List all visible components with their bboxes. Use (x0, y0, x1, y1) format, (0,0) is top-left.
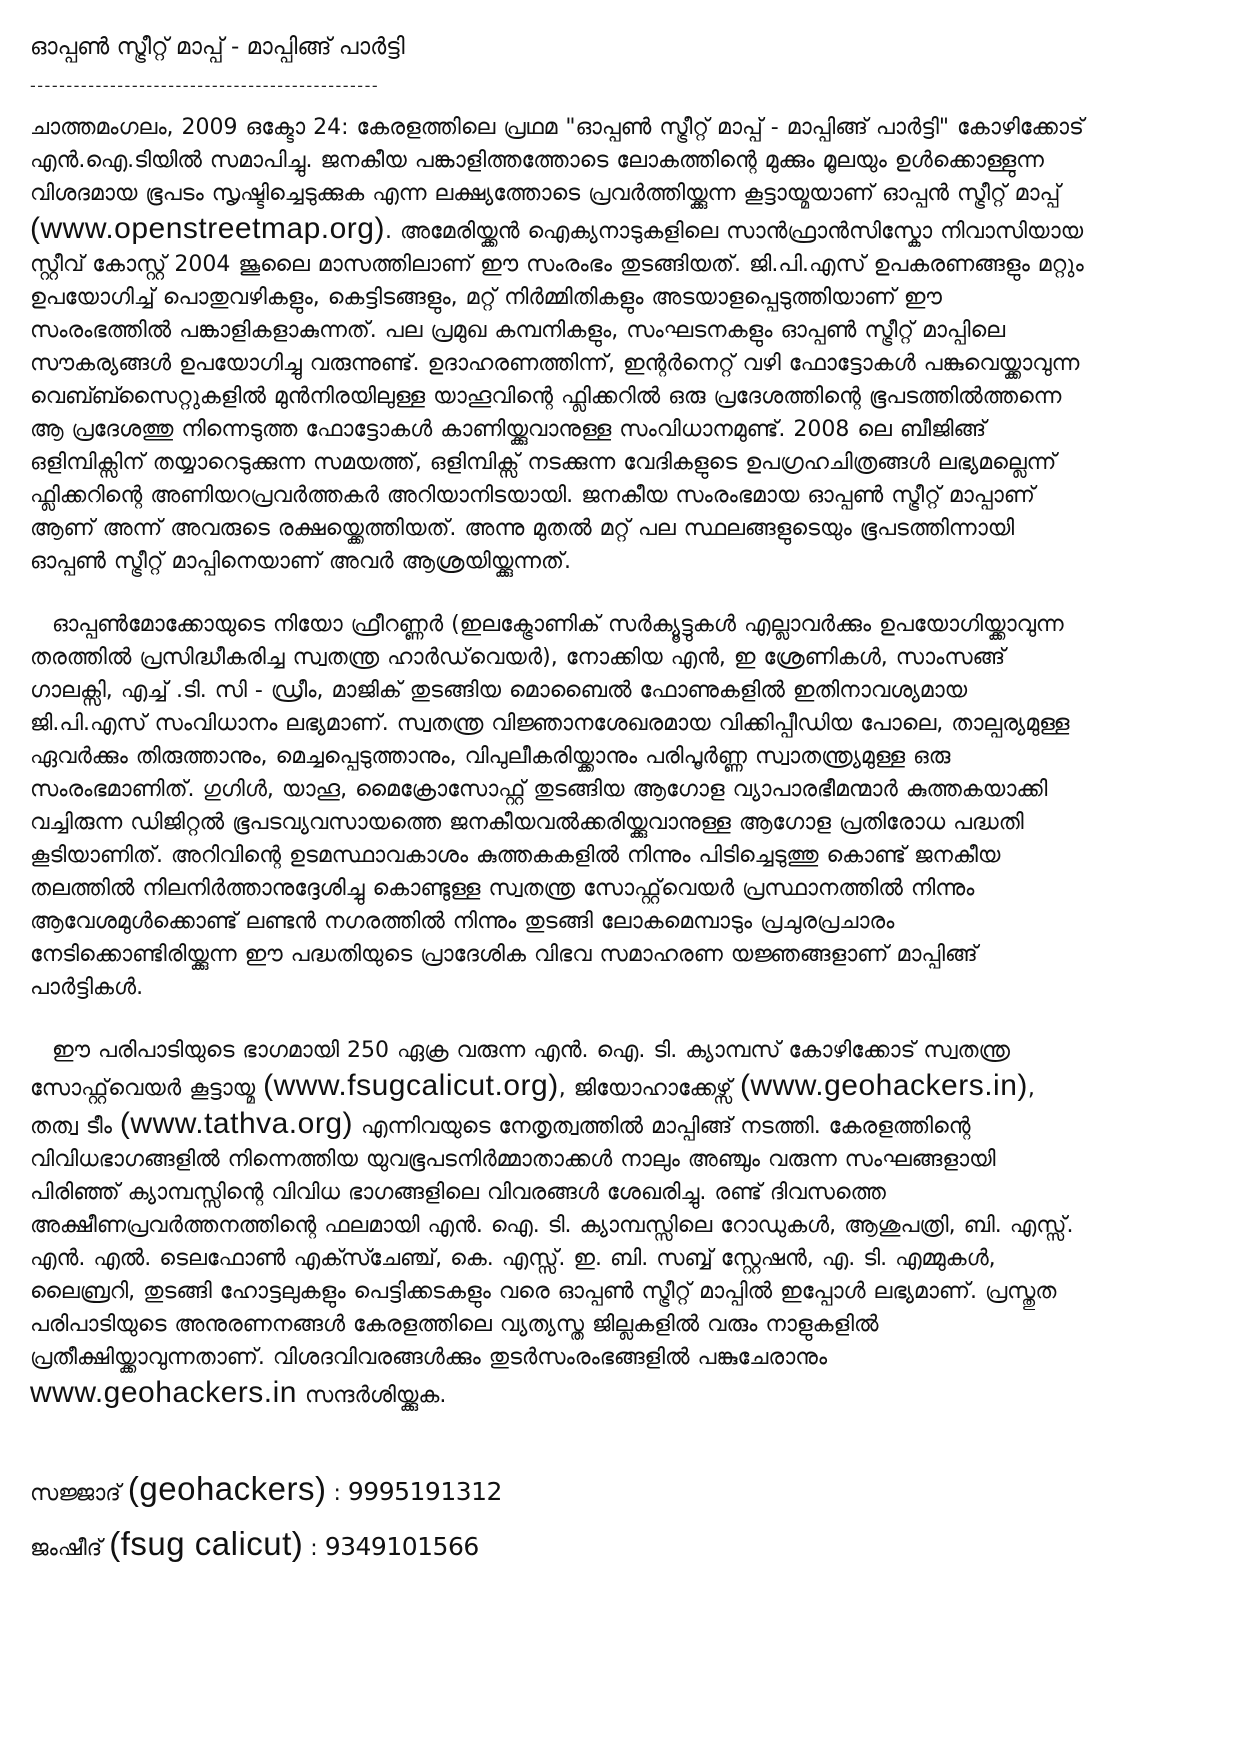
paragraph-technology-text: ഓപ്പൺമോക്കോയുടെ നിയോ ഫ്രീറണ്ണർ (ഇലക്ട്രോണിക് സർക്യൂട്ടുകൾ എല്ലാവർക്കും ഉപയോഗിയ്ക്കാവുന്ന തരത്തിൽ പ്രസിദ്ധീകരിച്ച സ്വതന്ത്ര ഹാർഡ്‌വെയർ), നോക്കിയ എൻ, ഇ ശ്രേണികൾ, സാംസങ്ങ് ഗാലക്സി, എച്ച് .ടി. സി - ഡ്രീം, മാജിക് തുടങ്ങിയ മൊബൈൽ ഫോണുകളിൽ ഇതിനാവശ്യമായ ജി.പി.എസ് സംവിധാനം ലഭ്യമാണ്. സ്വതന്ത്ര വിജ്ഞാനശേഖരമായ വിക്കിപ്പീഡിയ പോലെ, താല്പര്യമുള്ള ഏവർക്കും തിരുത്താനും, മെച്ചപ്പെടുത്താനും, വിപുലീകരിയ്ക്കാനും പരിപൂർണ്ണ സ്വാതന്ത്ര്യമുള്ള ഒരു സംരംഭമാണിത്. ഗുഗിൾ, യാഹൂ, മൈക്രോസോഫ്റ്റ് തുടങ്ങിയ ആഗോള വ്യാപാരഭീമന്മാർ കുത്തകയാക്കി വച്ചിരുന്ന ഡിജിറ്റൽ ഭൂപടവ്യവസായത്തെ ജനകീയവൽക്കരിയ്ക്കുവാനുള്ള ആഗോള പ്രതിരോധ പദ്ധതി കൂടിയാണിത്. അറിവിന്റെ ഉടമസ്ഥാവകാശം കുത്തകകളിൽ നിന്നും പിടിച്ചെടുത്തു കൊണ്ട് ജനകീയ തലത്തിൽ നിലനിർത്താനുദ്ദേശിച്ചു കൊണ്ടുള്ള സ്വതന്ത്ര സോഫ്റ്റ്‌വെയർ പ്രസ്ഥാനത്തിൽ നിന്നും ആവേശമുൾക്കൊണ്ട് ലണ്ടൻ നഗരത്തിൽ നിന്നും തുടങ്ങി ലോകമെമ്പാടും പ്രചുരപ്രചാരം നേടിക്കൊണ്ടിരിയ്ക്കുന്ന ഈ പദ്ധതിയുടെ പ്രാദേശിക വിഭവ സമാഹരണ യജ്ഞങ്ങളാണ് മാപ്പിങ്ങ് പാർട്ടികൾ. (30, 612, 1070, 1000)
contact-separator: : (326, 1481, 348, 1506)
paragraph-event-text-2: , ജിയോഹാക്കേഴ്സ് (558, 1076, 740, 1101)
paragraph-event-text-1: ഈ പരിപാടിയുടെ ഭാഗമായി 250 ഏക്ര വരുന്ന എൻ. ഐ. ടി. ക്യാമ്പസ് കോഴിക്കോട് സ്വതന്ത്ര സോഫ്റ്റ്‌വെയർ കൂട്ടായ്മ (30, 1038, 1010, 1101)
contact-name: ജംഷീദ് (30, 1536, 110, 1561)
tathva-url: (www.tathva.org) (119, 1107, 353, 1140)
contact-org: (fsug calicut) (109, 1525, 304, 1562)
paragraph-event-text-5: സന്ദർശിയ്ക്കുക. (296, 1383, 447, 1408)
contact-block (30, 1464, 1090, 1574)
contact-name: സജ്ജാദ് (30, 1481, 128, 1506)
dashed-separator: ------------------------------------------------ (30, 76, 380, 95)
geohackers-url: (www.geohackers.in) (739, 1069, 1028, 1102)
paragraph-event (30, 1034, 1090, 1412)
geohackers-url-footer: www.geohackers.in (30, 1376, 297, 1409)
paragraph-intro-text-2: . അമേരിയ്ക്കൻ ഐക്യനാടുകളിലെ സാൻഫ്രാൻസിസ്കോ നിവാസിയായ സ്റ്റീവ് കോസ്റ്റ് 2004 ജൂലൈ മാസത്തിലാണ് ഈ സംരംഭം തുടങ്ങിയത്. ജി.പി.എസ് ഉപകരണങ്ങളും മറ്റും ഉപയോഗിച്ച് പൊതുവഴികളും, കെട്ടിടങ്ങളും, മറ്റ് നിർമ്മിതികളും അടയാളപ്പെടുത്തിയാണ് ഈ സംരംഭത്തിൽ പങ്കാളികളാകുന്നത്. പല പ്രമുഖ കമ്പനികളും, സംഘടനകളും ഓപ്പൺ സ്ട്രീറ്റ് മാപ്പിലെ സൗകര്യങ്ങൾ ഉപയോഗിച്ചു വരുന്നുണ്ട്. ഉദാഹരണത്തിന്ന്, ഇന്റർനെറ്റ് വഴി ഫോട്ടോകൾ പങ്കുവെയ്ക്കാവുന്ന വെബ്ബ്സൈറ്റുകളിൽ മുൻനിരയിലുള്ള യാഹൂവിന്റെ ഫ്ലിക്കറിൽ ഒരു പ്രദേശത്തിന്റെ ഭൂപടത്തിൽത്തന്നെ ആ പ്രദേശത്തു നിന്നെടുത്ത ഫോട്ടോകൾ കാണിയ്ക്കുവാനുള്ള സംവിധാനമുണ്ട്. 2008 ലെ ബീജിങ്ങ് ഒളിമ്പിക്സിന് തയ്യാറെടുക്കുന്ന സമയത്ത്, ഒളിമ്പിക്സ് നടക്കുന്ന വേദികളുടെ ഉപഗ്രഹചിത്രങ്ങൾ ലഭ്യമല്ലെന്ന് ഫ്ലിക്കറിന്റെ അണിയറപ്രവർത്തകർ അറിയാനിടയായി. ജനകീയ സംരംഭമായ ഓപ്പൺ സ്ട്രീറ്റ് മാപ്പാണ് ആണ് അന്ന് അവരുടെ രക്ഷയ്ക്കെത്തിയത്. അന്നു മുതൽ മറ്റ് പല സ്ഥലങ്ങളുടെയും ഭൂപടത്തിന്നായി ഓപ്പൺ സ്ട്രീറ്റ് മാപ്പിനെയാണ് അവർ ആശ്രയിയ്ക്കുന്നത്. (30, 219, 1084, 574)
contact-phone: 9995191312 (347, 1477, 502, 1506)
contact-phone: 9349101566 (324, 1532, 479, 1561)
page-title: ഓപ്പൺ സ്ട്രീറ്റ് മാപ്പ് - മാപ്പിങ്ങ് പാർട്ടി (30, 34, 405, 60)
paragraph-technology (30, 608, 1090, 1004)
contact-org: (geohackers) (127, 1470, 327, 1507)
openstreetmap-url: (www.openstreetmap.org) (30, 212, 385, 245)
paragraph-intro-text-1: ചാത്തമംഗലം, 2009 ഒക്ടോ 24: കേരളത്തിലെ പ്രഥമ "ഓപ്പൺ സ്ട്രീറ്റ് മാപ്പ് - മാപ്പിങ്ങ് പാർട്ടി" കോഴിക്കോട് എൻ.ഐ.ടിയിൽ സമാപിച്ചു. ജനകീയ പങ്കാളിത്തത്തോടെ ലോകത്തിന്റെ മുക്കും മൂലയും ഉൾക്കൊള്ളുന്ന വിശദമായ ഭൂപടം സൃഷ്ടിച്ചെടുക്കുക എന്ന ലക്ഷ്യത്തോടെ പ്രവർത്തിയ്ക്കുന്ന കൂട്ടായ്മയാണ് ഓപ്പൻ സ്ട്രീറ്റ് മാപ്പ് (30, 115, 1084, 206)
fsugcalicut-url: (www.fsugcalicut.org) (263, 1069, 559, 1102)
contact-separator: : (303, 1536, 325, 1561)
paragraph-event-text-4: എന്നിവയുടെ നേതൃത്വത്തിൽ മാപ്പിങ്ങ് നടത്തി. കേരളത്തിന്റെ വിവിധഭാഗങ്ങളിൽ നിന്നെത്തിയ യുവഭൂപടനിർമ്മാതാക്കൾ നാലും അഞ്ചും വരുന്ന സംഘങ്ങളായി പിരിഞ്ഞ് ക്യാമ്പസ്സിന്റെ വിവിധ ഭാഗങ്ങളിലെ വിവരങ്ങൾ ശേഖരിച്ചു. രണ്ട് ദിവസത്തെ അക്ഷീണപ്രവർത്തനത്തിന്റെ ഫലമായി എൻ. ഐ. ടി. ക്യാമ്പസ്സിലെ റോഡുകൾ, ആശുപത്രി, ബി. എസ്സ്. എൻ. എൽ. ടെലഫോൺ എക്സ്ചേഞ്ച്, കെ. എസ്സ്. ഇ. ബി. സബ്ബ് സ്റ്റേഷൻ, എ. ടി. എമ്മുകൾ, ലൈബ്രറി, തുടങ്ങി ഹോട്ടലുകളും പെട്ടിക്കടകളും വരെ ഓപ്പൺ സ്ട്രീറ്റ് മാപ്പിൽ ഇപ്പോൾ ലഭ്യമാണ്. പ്രസ്തുത പരിപാടിയുടെ അനുരണനങ്ങൾ കേരളത്തിലെ വ്യത്യസ്ത ജില്ലകളിൽ വരും നാളുകളിൽ പ്രതീക്ഷിയ്ക്കാവുന്നതാണ്. വിശദവിവരങ്ങൾക്കും തുടർസംരംഭങ്ങളിൽ പങ്കുചേരാനും (30, 1114, 1074, 1370)
contact-line-sajjad (30, 1464, 1090, 1519)
paragraph-intro (30, 111, 1090, 578)
contact-line-jamsheed (30, 1519, 1090, 1574)
paragraph-event-text-3: , തത്വ ടീം (30, 1076, 1035, 1139)
